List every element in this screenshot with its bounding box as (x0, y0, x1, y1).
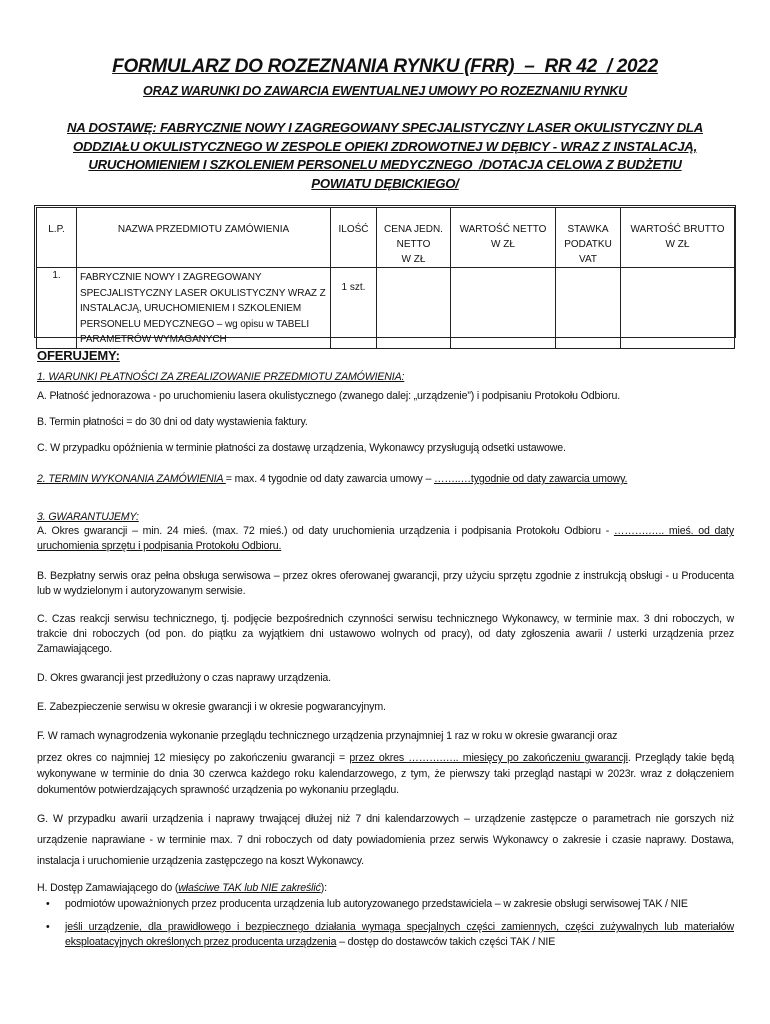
warranty-f-fill: przez okres ……….….. miesięcy po zakończeniu gwarancji (349, 752, 628, 764)
list-item (37, 897, 734, 912)
warranty-a-text: A. Okres gwarancji – min. 24 mieś. (max. 72 mieś.) od daty uruchomienia urządzenia i podpisania Protokołu Odbioru - (37, 525, 614, 537)
header-name: NAZWA PRZEDMIOTU ZAMÓWIENIA (77, 208, 331, 268)
payment-item-b: B. Termin płatności = do 30 dni od daty wystawienia faktury. (37, 416, 308, 428)
warranty-h-note: właściwe TAK lub NIE zakreślić (178, 882, 321, 894)
warranty-g-main: G. W przypadku awarii urządzenia i naprawy trwającej dłużej niż 7 dni kalendarzowych – urządzenie zastępcze o parametrach nie gorszych niż urządzenie naprawiane - w terminie max. 7 dni roboczych od daty powiadomienia przez serwis Wykonawcy o zakresie i czasie naprawy. (37, 813, 734, 846)
header-gross-value-line: WARTOŚĆ BRUTTO (630, 224, 725, 235)
header-net-value (451, 208, 556, 268)
payment-heading (37, 370, 734, 385)
cell-vat[interactable] (556, 268, 621, 349)
warranty-item-e: E. Zabezpieczenie serwisu w okresie gwarancji i w okresie pogwarancyjnym. (37, 701, 386, 713)
items-table (36, 207, 735, 349)
warranty-item-b: B. Bezpłatny serwis oraz pełna obsługa serwisowa – przez okres oferowanej gwarancji, przy użyciu sprzętu zgodnie z instrukcją obsługi - u Producenta lub w wydzielonym i autoryzowanym serwisie. (37, 570, 734, 598)
form-title: FORMULARZ DO ROZEZNANIA RYNKU (FRR) – RR 42 / 2022 (112, 56, 658, 77)
term-heading: 2. TERMIN WYKONANIA ZAMÓWIENIA (37, 473, 226, 485)
cell-lp: 1. (37, 268, 77, 349)
h-item-underlined: jeśli urządzenie, dla prawidłowego i bezpiecznego działania wymaga specjalnych części zamiennych, części zużywalnych lub materiałów eksploatacyjnych określonych przez producenta urządzenia (65, 921, 734, 949)
term-text: = max. 4 tygodnie od daty zawarcia umowy – (225, 473, 434, 485)
warranty-item-c: C. Czas reakcji serwisu technicznego, tj. podjęcie bezpośrednich czynności serwisu technicznego Wykonawcy, w terminie max. 3 dni roboczych, w trakcie dni roboczych (od pon. do piątku za wyjątkiem dni ustawowo wolnych od pracy), od daty zgłoszenia awarii / usterki urządzenia przez Zamawiającego. (37, 613, 734, 656)
warranty-heading (37, 510, 734, 525)
offer-heading (37, 348, 734, 365)
scope-line: NA DOSTAWĘ: FABRYCZNIE NOWY I ZAGREGOWANY SPECJALISTYCZNY LASER OKULISTYCZNY DLA (66, 120, 703, 135)
warranty-h-pre: H. Dostęp Zamawiającego do ( (37, 882, 179, 894)
h-item-text: podmiotów upoważnionych przez producenta urządzenia lub autoryzowanego przedstawiciela – w zakresie obsługi serwisowej TAK / NIE (65, 898, 688, 910)
header-gross-value (621, 208, 735, 268)
scope-line: ODDZIAŁU OKULISTYCZNEGO W ZESPOLE OPIEKI ZDROWOTNEJ W DĘBICY - WRAZ Z INSTALACJĄ, (73, 138, 697, 154)
h-item-text: – dostęp do dostawców takich części TAK / NIE (336, 936, 556, 949)
warranty-f-post: . Przeglądy takie będą wykonywane w terminie do dnia 30 czerwca każdego roku kalendarzowego, z tym, że pierwszy taki przegląd nastąpi w 2023r. wraz z dołączeniem dokumentów potwierdzających sprawność urządzenia po wykonaniu przeglądu. (37, 752, 735, 796)
header-qty: ILOŚĆ (331, 208, 377, 268)
warranty-item-a (37, 524, 734, 554)
header-unit-price (377, 208, 451, 268)
header-unit-price-line: W ZŁ (401, 254, 426, 265)
header-vat-line: VAT (579, 254, 597, 265)
header-lp: L.P. (37, 208, 77, 268)
scope-heading (30, 119, 740, 193)
warranty-h-list (37, 897, 734, 951)
warranty-item-f (37, 750, 734, 798)
warranty-h-post: ): (320, 882, 327, 894)
payment-item-a: A. Płatność jednorazowa - po uruchomieniu lasera okulistycznego (zwanego dalej: „urządzenie”) i podpisaniu Protokołu Odbioru. (37, 390, 621, 402)
table-header-row (37, 208, 735, 268)
bullet-icon: • (46, 921, 50, 934)
warranty-g-tail: Dostawa, instalacja i uruchomienie urządzenia zastępczego na koszt Wykonawcy. (37, 834, 734, 867)
offer-heading-text: OFERUJEMY: (37, 348, 120, 363)
list-item (37, 920, 734, 950)
header-vat-line: STAWKA (567, 224, 609, 235)
warranty-heading-text: 3. GWARANTUJEMY: (37, 511, 139, 523)
warranty-a-fill: ……….….. mieś. od daty uruchomienia sprzętu i podpisania Protokołu Odbioru. (37, 525, 734, 553)
scope-line: URUCHOMIENIEM I SZKOLENIEM PERSONELU MEDYCZNEGO /DOTACJA CELOWA Z BUDŻETIU (88, 157, 682, 172)
term-paragraph (37, 472, 734, 487)
warranty-item-h (37, 881, 734, 896)
cell-net-value[interactable] (451, 268, 556, 349)
term-fill: ……..…tygodnie od daty zawarcia umowy. (433, 473, 628, 485)
table-row (37, 268, 735, 349)
warranty-f-pre: przez okres co najmniej 12 miesięcy po zakończeniu gwarancji = (37, 752, 350, 764)
header-unit-price-line: NETTO (396, 239, 431, 250)
warranty-item-d: D. Okres gwarancji jest przedłużony o czas naprawy urządzenia. (37, 672, 331, 684)
warranty-item-g (37, 809, 734, 872)
payment-heading-text: 1. WARUNKI PŁATNOŚCI ZA ZREALIZOWANIE PRZEDMIOTU ZAMÓWIENIA: (37, 371, 405, 383)
header-net-value-line: WARTOŚĆ NETTO (459, 224, 547, 235)
header-unit-price-line: CENA JEDN. (384, 224, 443, 235)
cell-gross-value[interactable] (621, 268, 735, 349)
cell-unit-price[interactable] (377, 268, 451, 349)
header-vat (556, 208, 621, 268)
header-net-value-line: W ZŁ (491, 239, 515, 250)
cell-name: FABRYCZNIE NOWY I ZAGREGOWANY SPECJALISTYCZNY LASER OKULISTYCZNY WRAZ Z INSTALACJĄ, URUCHOMIENIEM I SZKOLENIEM PERSONELU MEDYCZNEGO – wg opisu w TABELI PARAMETRÓW WYMAGANYCH (77, 268, 331, 349)
bullet-icon: • (46, 898, 50, 910)
cell-qty: 1 szt. (331, 268, 377, 349)
header-vat-line: PODATKU (564, 239, 612, 250)
warranty-item-f-line1: F. W ramach wynagrodzenia wykonanie przeglądu technicznego urządzenia przynajmniej 1 raz w roku w okresie gwarancji oraz (37, 730, 618, 742)
payment-item-c: C. W przypadku opóźnienia w terminie płatności za dostawę urządzenia, Wykonawcy przysługują odsetki ustawowe. (37, 442, 566, 454)
form-subtitle: ORAZ WARUNKI DO ZAWARCIA EWENTUALNEJ UMOWY PO ROZEZNANIU RYNKU (143, 84, 627, 98)
scope-line: POWIATU DĘBICKIEGO/ (311, 175, 459, 191)
header-gross-value-line: W ZŁ (665, 239, 690, 250)
